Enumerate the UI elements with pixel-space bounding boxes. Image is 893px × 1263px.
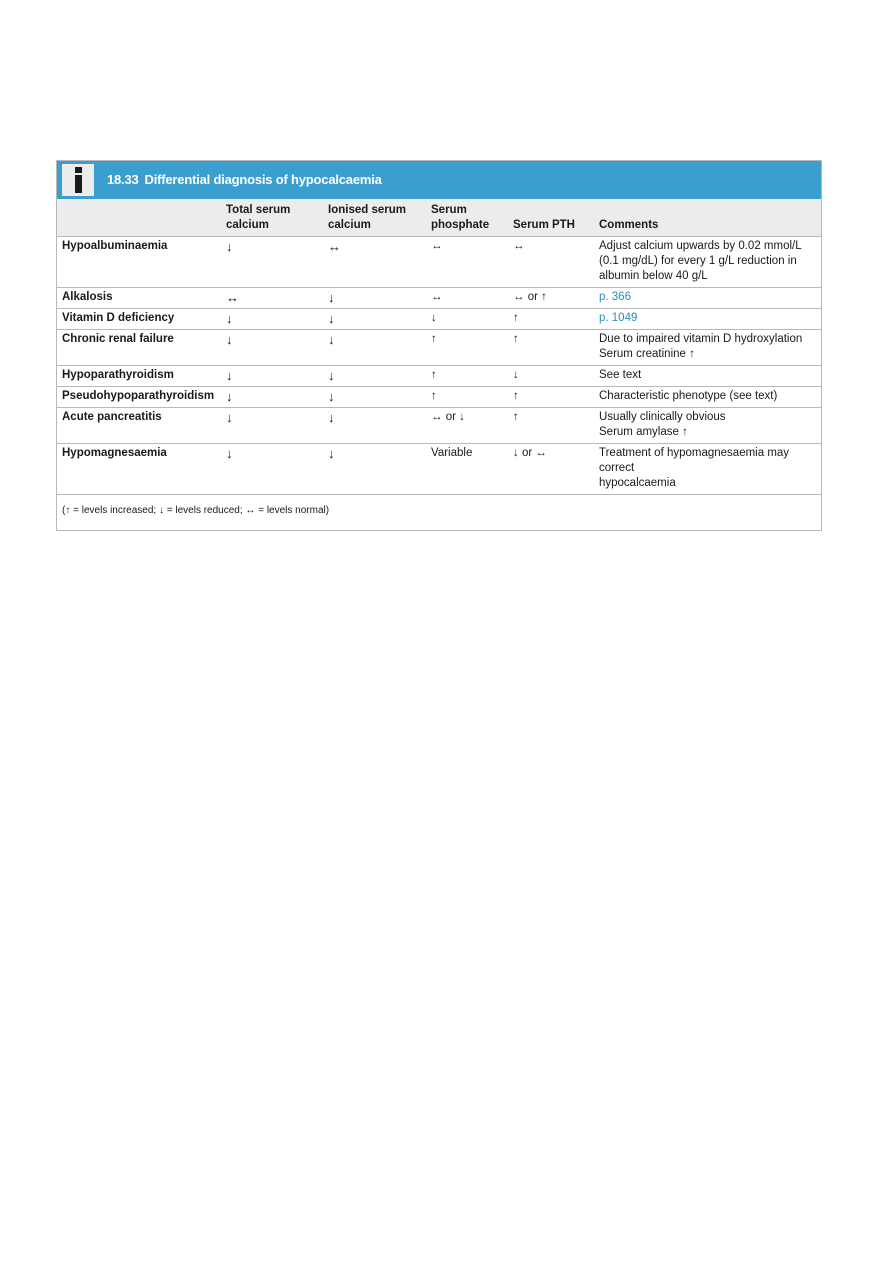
page-reference-link[interactable]: p. 1049: [599, 312, 638, 324]
pth-cell: ↔ or ↑: [508, 288, 594, 309]
total-calcium-cell: ↔: [221, 288, 323, 309]
phosphate-cell: ↑: [426, 387, 508, 408]
pth-cell: ↑: [508, 408, 594, 444]
comment-line: albumin below 40 g/L: [599, 270, 708, 282]
phosphate-cell: ↑: [426, 330, 508, 366]
header-ionised-serum-calcium: Ionised serum calcium: [323, 199, 426, 237]
table-row: [57, 330, 821, 366]
ionised-calcium-cell: ↓: [323, 330, 426, 366]
comment-line: Characteristic phenotype (see text): [599, 390, 778, 402]
comment-line: Treatment of hypomagnesaemia may correct: [599, 447, 790, 474]
phosphate-cell: Variable: [426, 444, 508, 495]
table-row: [57, 387, 821, 408]
condition-cell: Pseudohypoparathyroidism: [57, 387, 221, 408]
total-calcium-cell: ↓: [221, 237, 323, 288]
header-total-serum-calcium: Total serum calcium: [221, 199, 323, 237]
phosphate-cell: ↑: [426, 366, 508, 387]
phosphate-cell: ↔ or ↓: [426, 408, 508, 444]
info-box: [56, 160, 822, 531]
pth-cell: ↑: [508, 309, 594, 330]
condition-cell: Chronic renal failure: [57, 330, 221, 366]
comments-cell: [594, 237, 821, 288]
ionised-calcium-cell: ↓: [323, 309, 426, 330]
comment-line: Due to impaired vitamin D hydroxylation: [599, 333, 803, 345]
pth-cell: ↑: [508, 387, 594, 408]
comment-line: See text: [599, 369, 642, 381]
comment-line: Usually clinically obvious: [599, 411, 726, 423]
comments-cell: [594, 387, 821, 408]
condition-cell: Acute pancreatitis: [57, 408, 221, 444]
table-row: [57, 288, 821, 309]
pth-cell: ↓: [508, 366, 594, 387]
pth-cell: ↑: [508, 330, 594, 366]
comments-cell[interactable]: [594, 309, 821, 330]
total-calcium-cell: ↓: [221, 366, 323, 387]
page-reference-link[interactable]: p. 366: [599, 291, 631, 303]
condition-cell: Vitamin D deficiency: [57, 309, 221, 330]
table-row: [57, 309, 821, 330]
comments-cell: [594, 444, 821, 495]
comment-line: Serum creatinine ↑: [599, 348, 695, 360]
table-row: [57, 366, 821, 387]
ionised-calcium-cell: ↓: [323, 444, 426, 495]
ionised-calcium-cell: ↓: [323, 387, 426, 408]
comment-line: Serum amylase ↑: [599, 426, 688, 438]
ionised-calcium-cell: ↔: [323, 237, 426, 288]
ionised-calcium-cell: ↓: [323, 288, 426, 309]
phosphate-cell: ↓: [426, 309, 508, 330]
condition-cell: Hypoalbuminaemia: [57, 237, 221, 288]
header-serum-pth: Serum PTH: [508, 199, 594, 237]
comment-line: (0.1 mg/dL) for every 1 g/L reduction in: [599, 255, 797, 267]
table-row: [57, 444, 821, 495]
header-comments: Comments: [594, 199, 821, 237]
total-calcium-cell: ↓: [221, 408, 323, 444]
table-body: [57, 237, 821, 495]
total-calcium-cell: ↓: [221, 309, 323, 330]
ionised-calcium-cell: ↓: [323, 366, 426, 387]
condition-cell: Hypoparathyroidism: [57, 366, 221, 387]
table-header-row: [57, 199, 821, 237]
total-calcium-cell: ↓: [221, 330, 323, 366]
box-title-bar: [57, 161, 821, 199]
header-condition: [57, 199, 221, 237]
box-title: [107, 172, 382, 187]
total-calcium-cell: ↓: [221, 387, 323, 408]
diagnosis-table: [57, 199, 821, 494]
comments-cell: [594, 408, 821, 444]
box-number: 18.33: [107, 172, 139, 187]
comment-line: Adjust calcium upwards by 0.02 mmol/L: [599, 240, 802, 252]
comments-cell: [594, 330, 821, 366]
info-icon: [62, 164, 94, 196]
comment-line: hypocalcaemia: [599, 477, 676, 489]
box-title-text: Differential diagnosis of hypocalcaemia: [144, 172, 382, 187]
pth-cell: ↓ or ↔: [508, 444, 594, 495]
pth-cell: ↔: [508, 237, 594, 288]
table-row: [57, 237, 821, 288]
condition-cell: Hypomagnesaemia: [57, 444, 221, 495]
ionised-calcium-cell: ↓: [323, 408, 426, 444]
table-footnote: (↑ = levels increased; ↓ = levels reduced; ↔ = levels normal): [57, 494, 821, 524]
total-calcium-cell: ↓: [221, 444, 323, 495]
table-row: [57, 408, 821, 444]
phosphate-cell: ↔: [426, 237, 508, 288]
comments-cell[interactable]: [594, 288, 821, 309]
phosphate-cell: ↔: [426, 288, 508, 309]
header-serum-phosphate: Serum phosphate: [426, 199, 508, 237]
comments-cell: [594, 366, 821, 387]
condition-cell: Alkalosis: [57, 288, 221, 309]
